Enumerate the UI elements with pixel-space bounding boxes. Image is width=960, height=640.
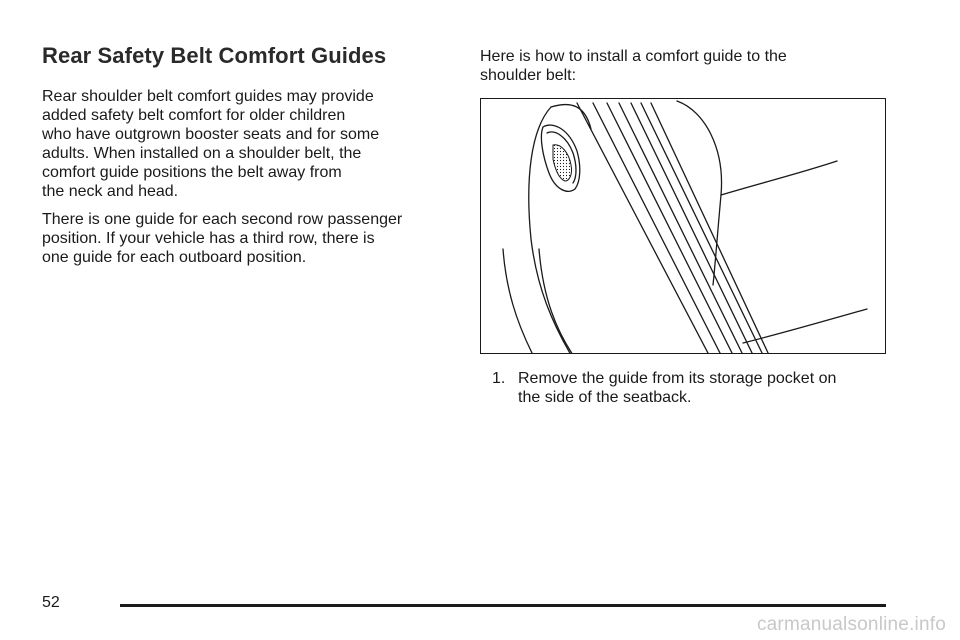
right-column	[480, 47, 890, 94]
seatback-storage-pocket-illustration-icon	[481, 99, 886, 354]
left-column	[42, 42, 452, 276]
guide-count-paragraph: There is one guide for each second row passenger position. If your vehicle has a third row, there is one guide for each outboard position.	[42, 211, 403, 266]
step-number: 1.	[492, 370, 506, 387]
page-number: 52	[42, 594, 60, 611]
step-text: Remove the guide from its storage pocket on the side of the seatback.	[518, 370, 837, 406]
watermark: carmanualsonline.info	[756, 614, 946, 635]
seatback-illustration	[480, 98, 886, 354]
section-title: Rear Safety Belt Comfort Guides	[42, 43, 387, 68]
intro-paragraph: Rear shoulder belt comfort guides may provide added safety belt comfort for older children who have outgrown booster seats and for some adults. When installed on a shoulder belt, the comfort guide positions the belt away from the neck and head.	[42, 88, 380, 200]
install-intro: Here is how to install a comfort guide to the shoulder belt:	[480, 48, 787, 84]
footer-divider	[120, 604, 886, 607]
